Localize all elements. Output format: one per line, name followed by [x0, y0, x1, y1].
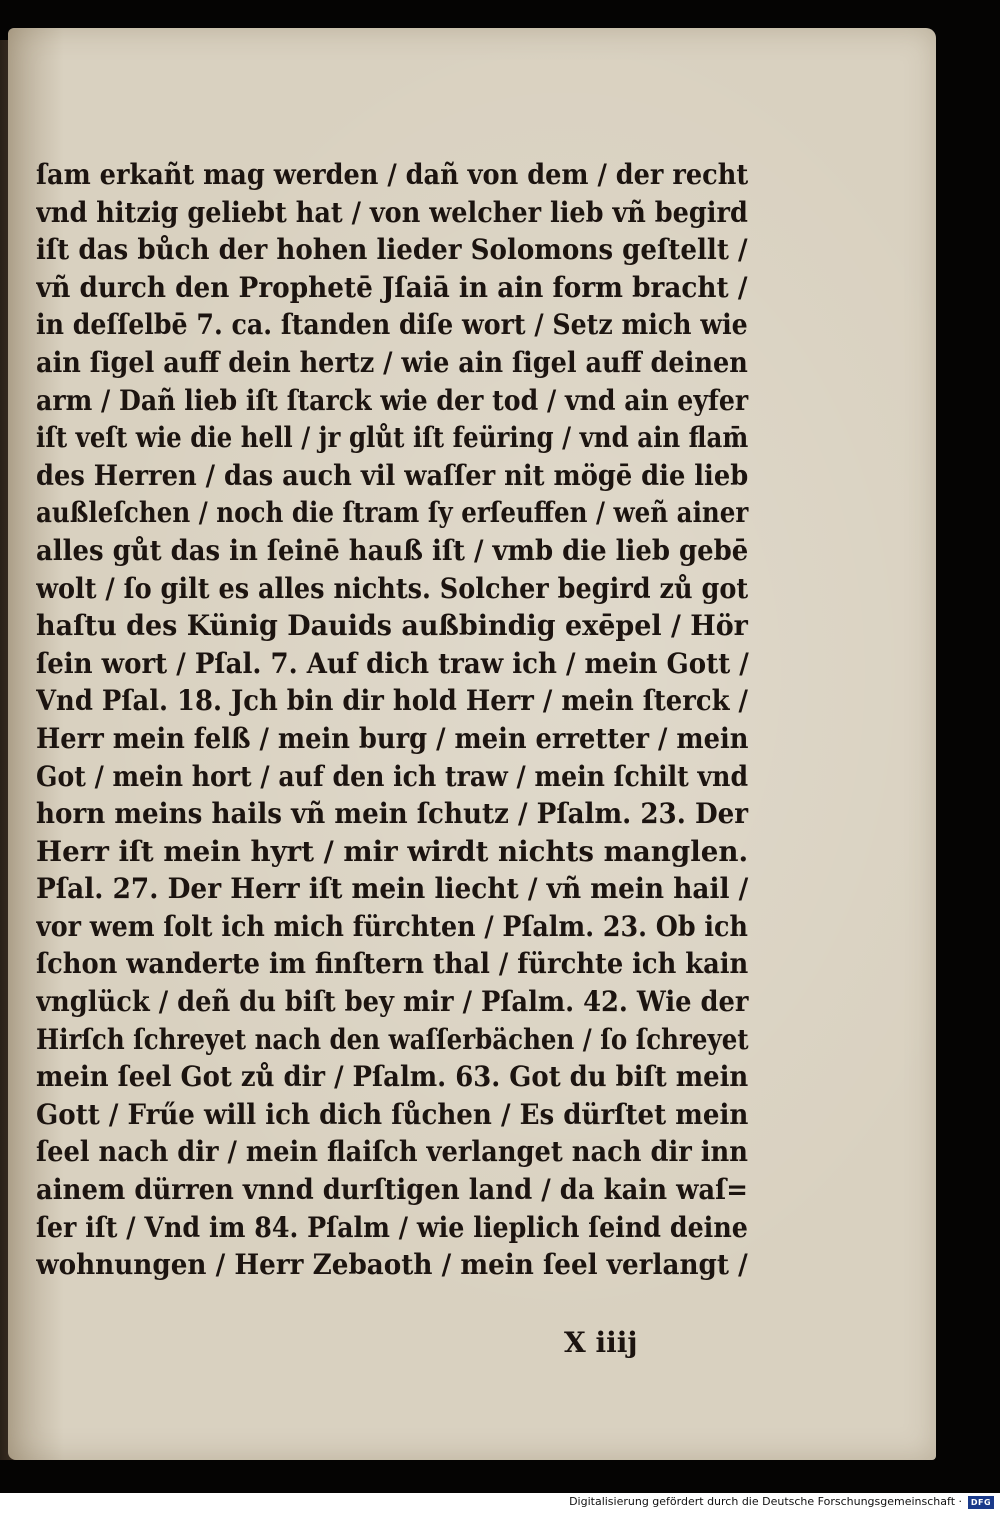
text-line: iſt das bůch der hohen lieder Solomons geſtellt / — [36, 233, 748, 267]
text-line: wohnungen / Herr Zebaoth / mein ſeel verlangt / — [36, 1248, 748, 1282]
text-line: vñ durch den Prophetē Jſaiā in ain form bracht / — [36, 270, 748, 304]
text-line: haſtu des Künig Dauids außbindig exēpel / Hör — [36, 609, 748, 643]
text-line: vor wem ſolt ich mich fürchten / Pſalm. 23. Ob ich — [36, 909, 748, 943]
text-line: vnd hitzig geliebt hat / von welcher lieb vñ begird — [36, 195, 748, 229]
text-line: des Herren / das auch vil waſſer nit mögē die lieb — [36, 458, 749, 492]
text-line: ſer iſt / Vnd im 84. Pſalm / wie lieplich ſeind deine — [36, 1210, 748, 1244]
text-line: Hirſch ſchreyet nach den waſſerbächen / ſo ſchreyet — [36, 1022, 749, 1056]
book-page — [8, 28, 936, 1460]
text-line: Herr mein felß / mein burg / mein erretter / mein — [36, 721, 749, 755]
text-line: Gott / Frűe will ich dich ſůchen / Es dürſtet mein — [36, 1097, 749, 1131]
dfg-logo-icon: DFG — [968, 1496, 994, 1509]
text-line: in deſſelbē 7. ca. ſtanden diſe wort / Setz mich wie — [36, 308, 748, 342]
text-line: Herr iſt mein hyrt / mir wirdt nichts manglen. — [36, 834, 749, 868]
text-line: ſein wort / Pſal. 7. Auf dich traw ich / mein Gott / — [36, 646, 749, 680]
text-line: außleſchen / noch die ſtram ſy erſeuffen / weñ ainer — [36, 496, 749, 530]
text-line: ſchon wanderte im finſtern thal / fürchte ich kain — [36, 947, 749, 981]
text-line: Pſal. 27. Der Herr iſt mein liecht / vñ mein hail / — [36, 872, 749, 906]
signature-mark: X iiij — [564, 1326, 638, 1359]
text-line: ſam erkañt mag werden / dañ von dem / der recht — [36, 158, 749, 191]
text-line: mein ſeel Got zů dir / Pſalm. 63. Got du biſt mein — [36, 1060, 749, 1094]
text-line: iſt veſt wie die hell / jr glůt iſt feüring / vnd ain flam̄ — [36, 421, 749, 455]
text-line: horn meins hails vñ mein ſchutz / Pſalm. 23. Der — [36, 797, 749, 831]
text-line: Got / mein hort / auf den ich traw / mein ſchilt vnd — [36, 759, 749, 793]
text-line: alles gůt das in ſeinē hauß iſt / vmb die lieb gebē — [36, 533, 749, 567]
footer-bar — [0, 1493, 1000, 1513]
text-line: arm / Dañ lieb iſt ſtarck wie der tod / vnd ain eyfer — [36, 383, 749, 417]
text-line: ain ſigel auff dein hertz / wie ain ſigel auff deinen — [36, 345, 748, 379]
text-line: ainem dürren vnnd durſtigen land / da kain waſ= — [36, 1173, 749, 1207]
funding-credit: Digitalisierung gefördert durch die Deutsche Forschungsgemeinschaft · — [569, 1495, 962, 1508]
text-line: wolt / ſo gilt es alles nichts. Solcher begird zů got — [36, 571, 749, 605]
page-text — [36, 156, 756, 1284]
text-line: Vnd Pſal. 18. Jch bin dir hold Herr / mein ſterck / — [36, 684, 748, 718]
text-line: ſeel nach dir / mein flaiſch verlanget nach dir inn — [36, 1135, 748, 1169]
text-line: vnglück / deñ du biſt bey mir / Pſalm. 42. Wie der — [36, 985, 749, 1019]
